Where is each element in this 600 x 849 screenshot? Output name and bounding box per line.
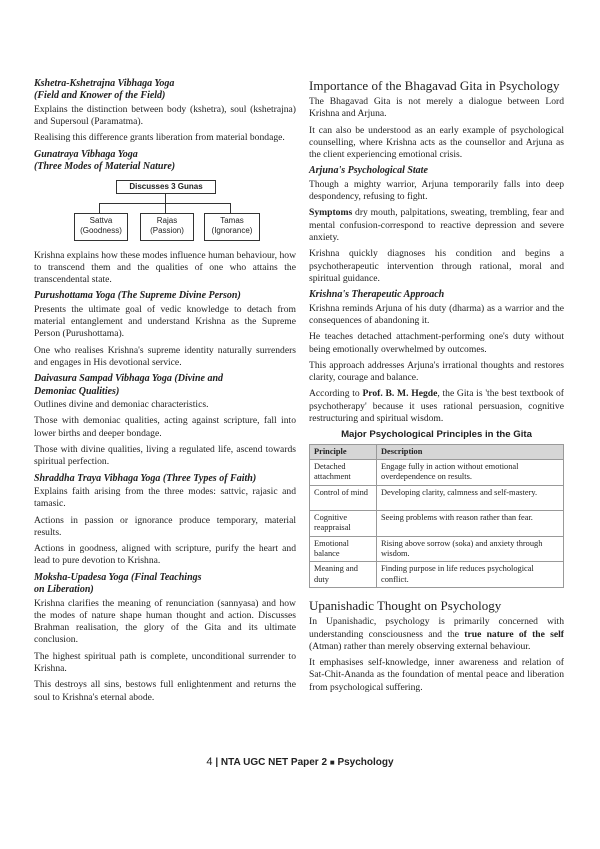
- paragraph: It can also be understood as an early example of psychological counselling, where Krishna acts as the counsellor and Arjuna as the client experiencing emotional crisis.: [309, 124, 564, 161]
- paragraph: Krishna explains how these modes influence human behaviour, how to transcend them and the qualities of one who attains the transcendental state.: [34, 249, 296, 286]
- paragraph: The Bhagavad Gita is not merely a dialogue between Lord Krishna and Arjuna.: [309, 96, 564, 120]
- right-column: [309, 78, 564, 698]
- paragraph: Outlines divine and demoniac characteristics.: [34, 399, 209, 411]
- section-heading: [34, 149, 296, 174]
- heading-title: Gunatraya Vibhaga Yoga: [34, 148, 138, 160]
- table-cell-principle: Meaning and duty: [310, 562, 377, 588]
- paragraph: It emphasises self-knowledge, inner awareness and relation of Sat-Chit-Ananda as the foundation of mental peace and liberation from psychological suffering.: [309, 657, 564, 693]
- section-heading: [34, 78, 296, 103]
- paragraph-text: , the Gita is 'the best textbook of psychotherapy' because it uses rational persuasion, cognitive restructuring and spiritual wisdom.: [309, 388, 564, 425]
- connector-line: [165, 193, 166, 203]
- paragraph-text: According to: [309, 388, 363, 400]
- box-label: Sattva: [89, 215, 113, 225]
- paragraph: Those with demoniac qualities, acting against scripture, fall into lower births and deeper bondage.: [34, 415, 296, 439]
- table-cell-principle: Detached attachment: [310, 460, 377, 486]
- table-row: [310, 562, 564, 588]
- table-cell-principle: Control of mind: [310, 485, 377, 510]
- paragraph: The highest spiritual path is complete, unconditional surrender to Krishna.: [34, 650, 296, 675]
- box-sublabel: (Ignorance): [211, 225, 253, 235]
- table-caption: Major Psychological Principles in the Gita: [341, 429, 532, 441]
- paragraph: Actions in goodness, aligned with scripture, purify the heart and lead to pure devotion to Krishna.: [34, 543, 296, 567]
- footer-bullet: ■: [329, 758, 335, 767]
- paragraph: [309, 207, 564, 244]
- heading-subtitle: (Three Modes of Material Nature): [34, 161, 176, 173]
- table-row: [310, 460, 564, 486]
- book-title: NTA UGC NET Paper 2: [220, 757, 328, 768]
- section-heading: Shraddha Traya Vibhaga Yoga (Three Types of Faith): [34, 472, 257, 484]
- paragraph: Presents the ultimate goal of vedic knowledge to detach from material entanglement and understand Krishna as the Supreme Person (Purushottama).: [34, 303, 296, 340]
- diagram-root-box: Discusses 3 Gunas: [116, 180, 216, 194]
- connector-line: [165, 203, 166, 213]
- paragraph: [309, 616, 564, 653]
- left-column: [34, 78, 296, 708]
- paragraph: This destroys all sins, bestows full enlightenment and returns the soul to Krishna's eternal abode.: [34, 679, 296, 703]
- heading-title: Kshetra-Kshetrajna Vibhaga Yoga: [34, 78, 175, 89]
- paragraph: This approach addresses Arjuna's irrational thoughts and restores clarity, courage and balance.: [309, 359, 564, 384]
- table-cell-description: Rising above sorrow (soka) and anxiety through wisdom.: [377, 536, 564, 562]
- paragraph-text: In Upanishadic, psychology is primarily concerned with understanding consciousness and the: [309, 616, 564, 640]
- box-label: Tamas: [220, 215, 244, 225]
- bold-term: Symptoms: [309, 207, 353, 219]
- page-number: 4: [206, 756, 213, 768]
- section-title: Upanishadic Thought on Psychology: [309, 598, 502, 614]
- paragraph: Actions in passion or ignorance produce temporary, material results.: [34, 514, 296, 538]
- heading-subtitle: on Liberation): [34, 584, 94, 596]
- paragraph: Realising this difference grants liberation from material bondage.: [34, 132, 285, 144]
- box-sublabel: (Goodness): [80, 225, 122, 235]
- table-cell-description: Finding purpose in life reduces psychological conflict.: [377, 562, 564, 588]
- section-heading: [34, 572, 296, 597]
- paragraph: He teaches detached attachment-performing one's duty without being emotionally overwhelmed by outcomes.: [309, 331, 564, 355]
- heading-subtitle: Demoniac Qualities): [34, 385, 120, 397]
- table-cell-principle: Cognitive reappraisal: [310, 510, 377, 536]
- paragraph: Krishna clarifies the meaning of renunciation (sannyasa) and how the modes of nature shape human thought and action. Discusses Brahman realisation, the glory of the Gita and its ultimate conclusion.: [34, 597, 296, 646]
- table-header: Principle: [310, 444, 377, 459]
- paragraph: Explains the distinction between body (kshetra), soul (kshetrajna) and Supersoul (Paramatma).: [34, 103, 296, 128]
- diagram-box-tamas: [204, 213, 260, 241]
- table-cell-description: Seeing problems with reason rather than fear.: [377, 510, 564, 536]
- table-cell-principle: Emotional balance: [310, 536, 377, 562]
- diagram-box-rajas: [140, 213, 194, 241]
- table-cell-description: Engage fully in action without emotional overdependence on results.: [377, 460, 564, 486]
- table-row: [310, 485, 564, 510]
- paragraph: Explains faith arising from the three modes: sattvic, rajasic and tamasic.: [34, 486, 296, 510]
- section-heading: [34, 373, 296, 398]
- paragraph: One who realises Krishna's supreme identity naturally surrenders and engages in His devotional service.: [34, 344, 296, 368]
- bold-term: Prof. B. M. Hegde: [362, 388, 438, 400]
- subject-name: Psychology: [337, 757, 394, 768]
- paragraph-text: (Atman) rather than merely observing external behaviour.: [309, 640, 531, 652]
- connector-line: [230, 203, 231, 213]
- gunas-diagram: [34, 180, 296, 244]
- diagram-box-sattva: [74, 213, 128, 241]
- paragraph: Those with divine qualities, living a regulated life, ascend towards spiritual perfection.: [34, 444, 296, 468]
- paragraph-text: dry mouth, palpitations, sweating, trembling, fear and mental confusion-correspond to reactive depression and severe anxiety.: [309, 207, 564, 244]
- section-heading: Purushottama Yoga (The Supreme Divine Person): [34, 290, 241, 302]
- bold-term: true nature of the self: [464, 628, 564, 640]
- page-footer: [0, 756, 600, 768]
- table-header: Description: [377, 444, 564, 459]
- section-heading: Krishna's Therapeutic Approach: [309, 289, 445, 301]
- section-title: Importance of the Bhagavad Gita in Psychology: [309, 78, 560, 93]
- box-sublabel: (Passion): [150, 225, 184, 235]
- connector-line: [99, 203, 100, 213]
- paragraph: Though a mighty warrior, Arjuna temporarily falls into deep despondency, refusing to fight.: [309, 178, 564, 203]
- table-row: [310, 536, 564, 562]
- table-cell-description: Developing clarity, calmness and self-mastery.: [377, 485, 564, 510]
- section-heading: Arjuna's Psychological State: [309, 165, 428, 177]
- paragraph: Krishna reminds Arjuna of his duty (dharma) as a warrior and the consequences of abandoning it.: [309, 302, 564, 326]
- principles-table: [309, 444, 564, 589]
- paragraph: Krishna quickly diagnoses his condition and begins a psychotherapeutic intervention through rational, moral and spiritual guidance.: [309, 248, 564, 284]
- heading-title: Daivasura Sampad Vibhaga Yoga (Divine and: [34, 373, 224, 385]
- heading-subtitle: (Field and Knower of the Field): [34, 90, 166, 102]
- paragraph: [309, 388, 564, 425]
- box-label: Rajas: [156, 215, 178, 225]
- table-row: [310, 510, 564, 536]
- table-header-row: [310, 444, 564, 459]
- footer-separator: |: [215, 757, 219, 768]
- heading-title: Moksha-Upadesa Yoga (Final Teachings: [34, 571, 202, 583]
